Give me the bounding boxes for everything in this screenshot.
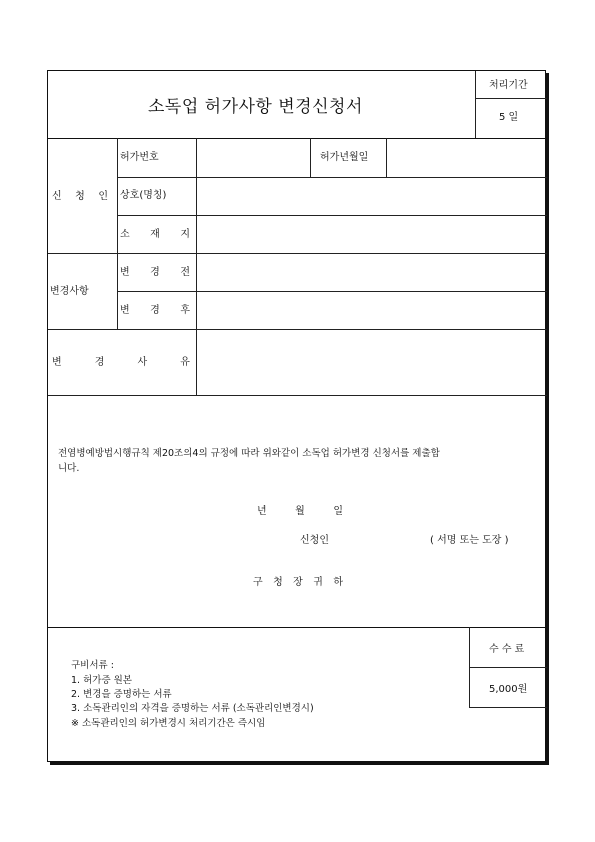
change-section-label: 변경사항 [50, 286, 89, 297]
applicant-label-char: 신 [52, 191, 62, 202]
title-bottom-border [48, 138, 547, 139]
applicant-section-label [52, 192, 108, 202]
reason-label-char: 유 [180, 357, 190, 368]
permit-date-left-divider [310, 138, 311, 177]
applicant-section-bottom [48, 253, 547, 254]
processing-period-value: 5 일 [499, 112, 519, 123]
document-item: 3. 소독관리인의 자격을 증명하는 서류 (소독관리인변경시) [71, 703, 314, 714]
applicant-label-char: 청 [75, 191, 85, 202]
fee-label: 수 수 료 [489, 644, 525, 655]
change-reason-label [52, 358, 190, 368]
declaration-text-line1: 전염병예방법시행규칙 제20조의4의 규정에 따라 위와같이 소독업 허가변경 신청서를 제출합 [58, 448, 440, 459]
processing-note: ※ 소독관리인의 허가변경시 처리기간은 즉시임 [71, 718, 266, 729]
address-label-char: 소 [120, 229, 130, 240]
reason-label-char: 사 [137, 357, 148, 368]
after-label-char: 경 [150, 305, 160, 316]
document-item: 1. 허가증 원본 [71, 675, 132, 686]
fee-value: 5,000원 [489, 684, 528, 695]
before-label-char: 변 [120, 267, 130, 278]
title-divider [475, 71, 476, 139]
change-row-divider [117, 291, 547, 292]
processing-period-label: 처리기간 [489, 80, 528, 91]
bottom-section-top [48, 627, 547, 628]
address-label-char: 지 [180, 229, 190, 240]
form-title: 소독업 허가사항 변경신청서 [148, 97, 363, 117]
year-label: 년 [257, 506, 267, 517]
documents-heading: 구비서류 : [71, 660, 114, 671]
permit-date-label: 허가년월일 [320, 152, 369, 163]
applicant-label-char: 인 [98, 191, 108, 202]
before-change-label [120, 268, 190, 278]
after-change-label [120, 306, 190, 316]
before-label-char: 경 [150, 267, 160, 278]
address-label-char: 재 [150, 229, 160, 240]
permit-date-right-divider [386, 138, 387, 177]
business-name-label: 상호(명칭) [120, 190, 167, 201]
declaration-text-line2: 니다. [58, 463, 80, 474]
reason-row-bottom [48, 395, 547, 396]
applicant-signature-label: 신청인 [300, 535, 329, 546]
month-label: 월 [295, 506, 305, 517]
addressee-char: 청 [273, 577, 283, 588]
addressee-char: 장 [293, 577, 303, 588]
permit-number-label: 허가번호 [120, 152, 159, 163]
document-item: 2. 변경을 증명하는 서류 [71, 689, 172, 700]
change-section-bottom [48, 329, 547, 330]
fee-row-divider [469, 667, 547, 668]
permit-change-application-form [47, 70, 546, 762]
addressee-char: 귀 [313, 577, 323, 588]
before-label-char: 전 [180, 267, 190, 278]
reason-label-char: 경 [94, 357, 105, 368]
label-column-divider [117, 138, 118, 329]
day-label: 일 [333, 506, 343, 517]
after-label-char: 후 [180, 305, 190, 316]
row-divider-2 [117, 215, 547, 216]
date-line [257, 507, 343, 517]
addressee-char: 하 [333, 577, 343, 588]
after-label-char: 변 [120, 305, 130, 316]
address-label [120, 230, 190, 240]
addressee [253, 578, 343, 588]
processing-period-divider [475, 98, 547, 99]
reason-label-char: 변 [52, 357, 62, 368]
row-divider-1 [117, 177, 547, 178]
addressee-char: 구 [253, 577, 263, 588]
fee-box-bottom [469, 707, 547, 708]
signature-note: ( 서명 또는 도장 ) [430, 535, 509, 546]
